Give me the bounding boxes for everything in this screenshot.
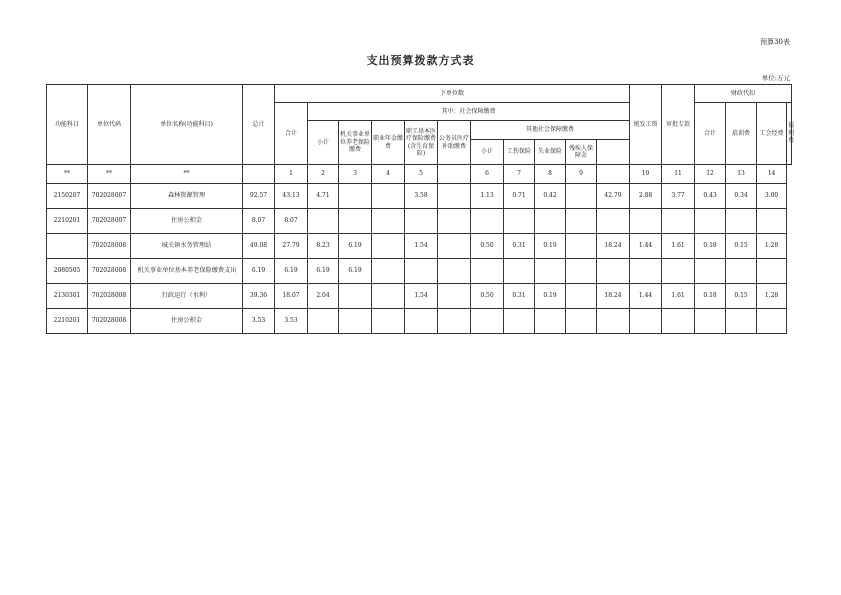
header-disability: 残疾人保障金 [566,140,597,165]
total-cell: 39.36 [243,284,275,309]
subtotal-cell: 3.53 [275,309,308,334]
social-subtotal-cell: 4.71 [308,184,339,209]
col-number: 8 [535,165,566,184]
union-cell: 0.15 [726,234,757,259]
civil-medical-cell [438,284,471,309]
annuity-cell [372,259,405,284]
unit-name-cell: 森林资源管理 [131,184,243,209]
training-cell: 0.18 [695,284,726,309]
other-subtotal-cell [471,209,504,234]
header-of-which-social: 其中：社会保障缴费 [308,103,630,121]
training-cell [695,209,726,234]
total-cell: 92.57 [243,184,275,209]
union-cell [726,309,757,334]
disability-cell [566,209,597,234]
header-pension: 机关事业单位养老保险缴费 [339,121,372,165]
pension-cell: 6.19 [339,259,372,284]
page-title: 支出预算拨款方式表 [366,54,475,67]
union-cell [726,259,757,284]
subtotal-cell: 18.07 [275,284,308,309]
direct-wage-cell [597,259,630,284]
table-row [47,284,792,309]
unemployment-cell: 0.42 [535,184,566,209]
direct-wage-cell: 18.24 [597,284,630,309]
unit-code-cell: 702028008 [88,309,131,334]
col-number: 2 [308,165,339,184]
finance-agent-subtotal-cell: 3.77 [662,184,695,209]
table-row [47,184,792,209]
social-subtotal-cell [308,209,339,234]
col-mark: ** [88,165,131,184]
table-row [47,259,792,284]
header-row-1 [47,85,792,103]
total-cell: 49.08 [243,234,275,259]
welfare-cell [757,259,787,284]
welfare-cell: 1.28 [757,234,787,259]
total-cell: 8.07 [243,209,275,234]
unit-code-cell: 702028007 [88,184,131,209]
header-blank [597,140,630,165]
disability-cell [566,309,597,334]
civil-medical-cell [438,234,471,259]
pension-cell [339,284,372,309]
unemployment-cell [535,209,566,234]
other-subtotal-cell [471,259,504,284]
medical-cell [405,309,438,334]
unit-name-cell: 住房公积金 [131,309,243,334]
finance-agent-subtotal-cell [662,259,695,284]
unemployment-cell [535,309,566,334]
special-audit-cell: 2.88 [630,184,662,209]
training-cell: 0.43 [695,184,726,209]
table-row [47,234,792,259]
medical-cell [405,259,438,284]
special-audit-cell [630,209,662,234]
injury-cell: 0.31 [504,234,535,259]
special-audit-cell: 1.44 [630,284,662,309]
col-mark [243,165,275,184]
header-other-subtotal: 小计 [471,140,504,165]
subtotal-cell: 6.19 [275,259,308,284]
subtotal-cell: 8.07 [275,209,308,234]
header-func-subject: 功能科目 [47,85,88,165]
col-number: 11 [662,165,695,184]
training-cell [695,259,726,284]
subtotal-cell: 27.79 [275,234,308,259]
other-subtotal-cell: 0.50 [471,284,504,309]
civil-medical-cell [438,184,471,209]
direct-wage-cell: 42.79 [597,184,630,209]
header-welfare: 福利费 [787,103,792,165]
col-number: 6 [471,165,504,184]
table-body [47,184,792,334]
header-total: 总计 [243,85,275,165]
special-audit-cell [630,309,662,334]
social-subtotal-cell: 2.04 [308,284,339,309]
header-subtotal: 合计 [275,103,308,165]
injury-cell: 0.71 [504,184,535,209]
header-union: 工会经费 [757,103,787,165]
header-social-subtotal: 小计 [308,121,339,165]
unemployment-cell [535,259,566,284]
col-number: 14 [757,165,787,184]
civil-medical-cell [438,259,471,284]
col-mark: ** [47,165,88,184]
direct-wage-cell [597,209,630,234]
annuity-cell [372,234,405,259]
welfare-cell: 1.28 [757,284,787,309]
other-subtotal-cell: 1.13 [471,184,504,209]
func-cell: 2210201 [47,209,88,234]
unemployment-cell: 0.19 [535,234,566,259]
col-number: 13 [726,165,757,184]
total-cell: 3.53 [243,309,275,334]
other-subtotal-cell [471,309,504,334]
func-cell: 2080505 [47,259,88,284]
total-cell: 6.19 [243,259,275,284]
func-cell: 2130301 [47,284,88,309]
header-other-social: 其他社会保障缴费 [471,121,630,140]
header-finance-agent: 财政代扣 [695,85,792,103]
header-injury: 工伤保险 [504,140,535,165]
budget-table [46,84,795,334]
injury-cell [504,259,535,284]
unit-name-cell: 城关镇水务管理站 [131,234,243,259]
unit-code-cell: 702028008 [88,259,131,284]
finance-agent-subtotal-cell [662,309,695,334]
medical-cell [405,209,438,234]
unit-name-cell: 住房公积金 [131,209,243,234]
medical-cell: 1.54 [405,234,438,259]
unit-label: 单位:万元 [761,74,790,82]
injury-cell [504,309,535,334]
header-fa-subtotal: 合计 [695,103,726,165]
finance-agent-subtotal-cell: 1.61 [662,284,695,309]
header-unit-name: 单位名称(功能科目) [131,85,243,165]
pension-cell: 6.19 [339,234,372,259]
annuity-cell [372,284,405,309]
union-cell [726,209,757,234]
column-number-row [47,165,792,184]
header-unemployment: 失业保险 [535,140,566,165]
col-number: 1 [275,165,308,184]
func-cell: 2150207 [47,184,88,209]
unit-code-cell: 702028008 [88,234,131,259]
other-subtotal-cell: 0.50 [471,234,504,259]
header-special-audit: 审批专款 [662,85,695,165]
header-unit-code: 单位代码 [88,85,131,165]
welfare-cell: 3.00 [757,184,787,209]
header-civil-medical: 公务员医疗补助缴费 [438,121,471,165]
unit-name-cell: 机关事业单位基本养老保险缴费支出 [131,259,243,284]
civil-medical-cell [438,209,471,234]
table-row [47,209,792,234]
unit-name-cell: 行政运行（水利） [131,284,243,309]
header-direct-wage: 统发工资 [630,85,662,165]
col-mark: ** [131,165,243,184]
unit-code-cell: 702028007 [88,209,131,234]
subtotal-cell: 43.13 [275,184,308,209]
header-lower-unit: 下单位数 [275,85,630,103]
func-cell [47,234,88,259]
col-number: 12 [695,165,726,184]
union-cell: 0.15 [726,284,757,309]
medical-cell: 3.58 [405,184,438,209]
disability-cell [566,234,597,259]
header-training: 培训费 [726,103,757,165]
direct-wage-cell [597,309,630,334]
col-number [438,165,471,184]
civil-medical-cell [438,309,471,334]
form-number: 预算30表 [760,38,790,46]
col-number: 4 [372,165,405,184]
col-number: 7 [504,165,535,184]
table-row [47,309,792,334]
finance-agent-subtotal-cell: 1.61 [662,234,695,259]
finance-agent-subtotal-cell [662,209,695,234]
header-annuity: 职业年金缴费 [372,121,405,165]
col-number [597,165,630,184]
unemployment-cell: 0.19 [535,284,566,309]
training-cell: 0.18 [695,234,726,259]
disability-cell [566,284,597,309]
disability-cell [566,259,597,284]
union-cell: 0.34 [726,184,757,209]
social-subtotal-cell: 8.23 [308,234,339,259]
func-cell: 2210201 [47,309,88,334]
special-audit-cell: 1.44 [630,234,662,259]
disability-cell [566,184,597,209]
col-number: 9 [566,165,597,184]
direct-wage-cell: 18.24 [597,234,630,259]
header-medical: 职工基本医疗保险缴费(含生育保险) [405,121,438,165]
pension-cell [339,209,372,234]
social-subtotal-cell [308,309,339,334]
col-number: 3 [339,165,372,184]
social-subtotal-cell: 6.19 [308,259,339,284]
special-audit-cell [630,259,662,284]
unit-code-cell: 702028008 [88,284,131,309]
medical-cell: 1.54 [405,284,438,309]
welfare-cell [757,209,787,234]
welfare-cell [757,309,787,334]
pension-cell [339,309,372,334]
pension-cell [339,184,372,209]
training-cell [695,309,726,334]
annuity-cell [372,184,405,209]
annuity-cell [372,209,405,234]
col-number: 5 [405,165,438,184]
col-number: 10 [630,165,662,184]
injury-cell [504,209,535,234]
annuity-cell [372,309,405,334]
injury-cell: 0.31 [504,284,535,309]
